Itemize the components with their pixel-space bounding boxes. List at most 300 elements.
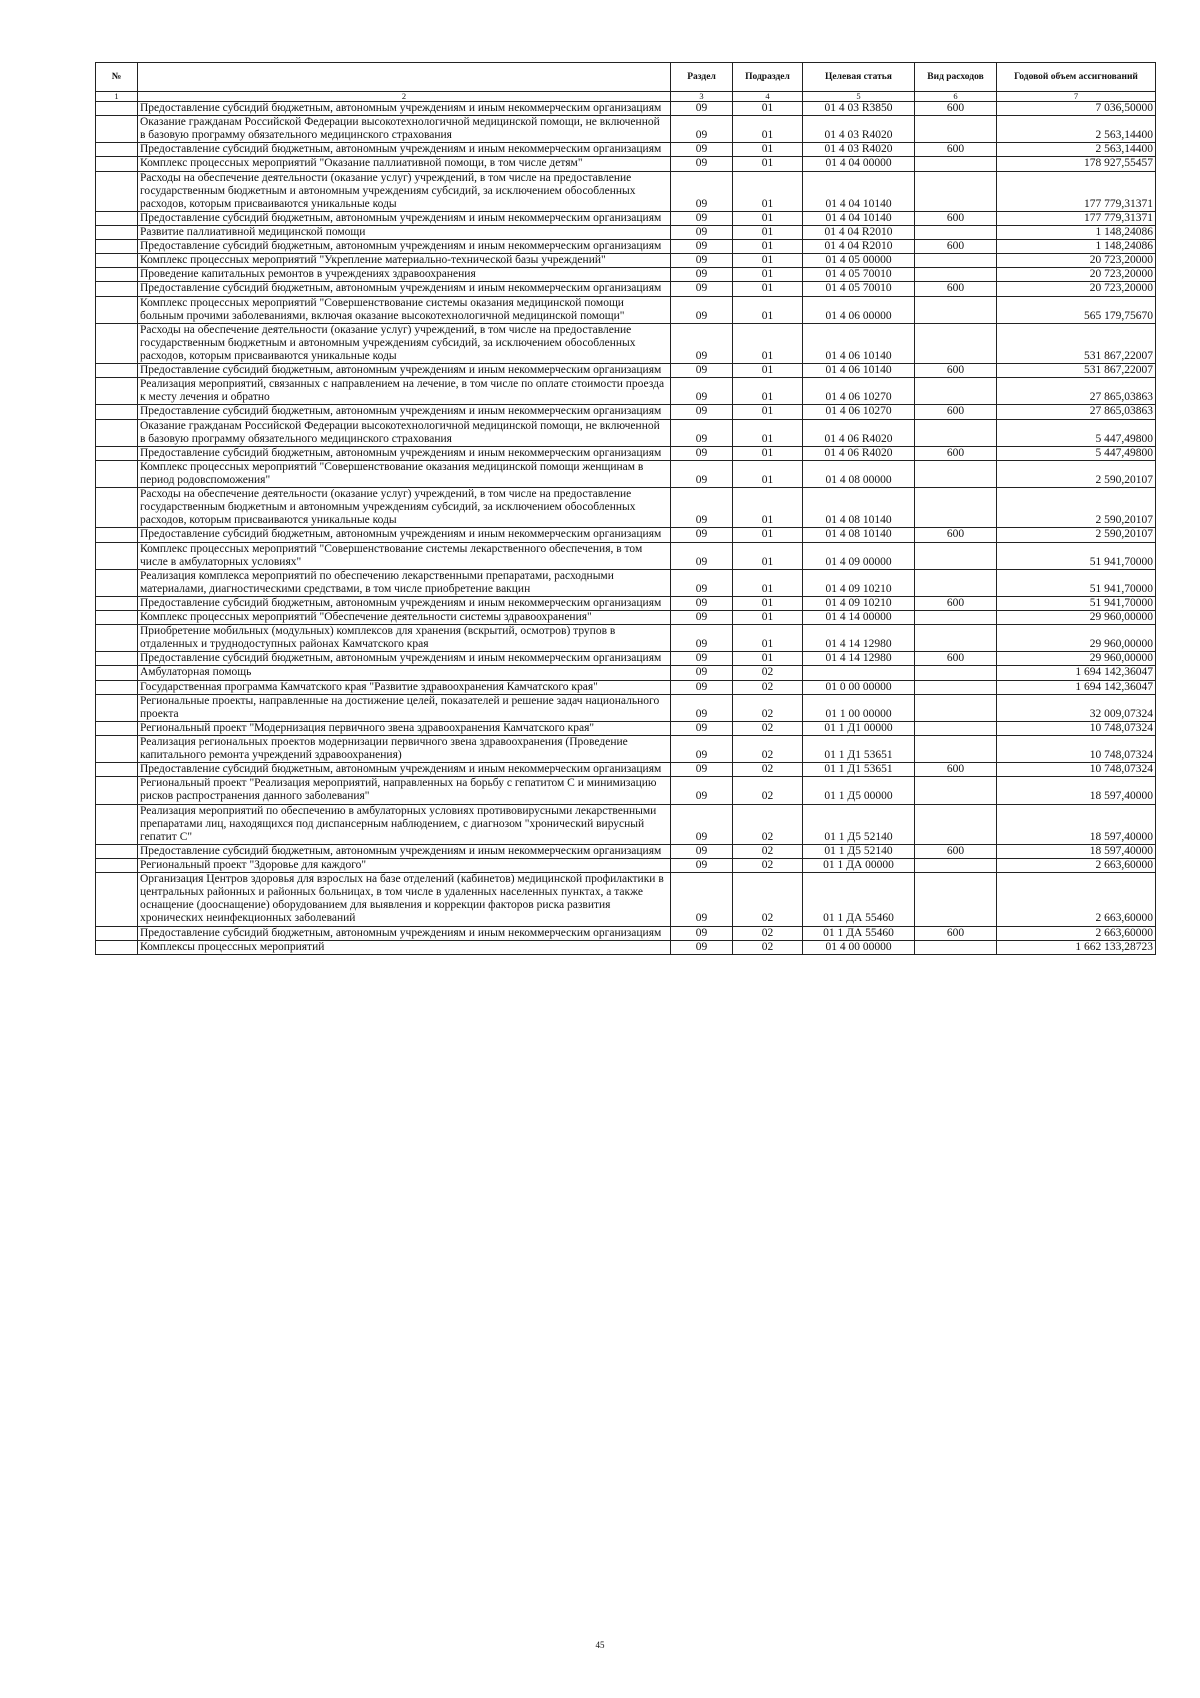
table-row <box>96 763 1156 777</box>
row-target-article: 01 4 08 00000 <box>803 460 915 487</box>
row-razdel: 09 <box>671 157 733 171</box>
row-number <box>96 323 138 363</box>
budget-allocation-table <box>95 62 1156 955</box>
row-target-article: 01 1 Д1 53651 <box>803 763 915 777</box>
row-podrazdel: 02 <box>733 721 803 735</box>
header-annual-amount: Годовой объем ассигнований <box>997 63 1156 92</box>
row-name: Региональный проект "Модернизация первичного звена здравоохранения Камчатского края" <box>138 721 671 735</box>
row-razdel: 09 <box>671 211 733 225</box>
row-expense-type <box>915 254 997 268</box>
column-number: 4 <box>733 92 803 102</box>
header-number: № <box>96 63 138 92</box>
row-name: Государственная программа Камчатского края "Развитие здравоохранения Камчатского края" <box>138 680 671 694</box>
row-podrazdel: 01 <box>733 240 803 254</box>
row-target-article: 01 4 04 10140 <box>803 171 915 211</box>
row-number <box>96 211 138 225</box>
row-podrazdel: 01 <box>733 364 803 378</box>
row-amount: 1 694 142,36047 <box>997 680 1156 694</box>
row-number <box>96 926 138 940</box>
row-razdel: 09 <box>671 873 733 926</box>
row-name: Предоставление субсидий бюджетным, автономным учреждениям и иным некоммерческим организациям <box>138 528 671 542</box>
row-podrazdel: 01 <box>733 460 803 487</box>
table-row <box>96 446 1156 460</box>
row-expense-type <box>915 625 997 652</box>
row-target-article: 01 1 Д5 00000 <box>803 777 915 804</box>
row-name: Комплексы процессных мероприятий <box>138 940 671 954</box>
row-name: Реализация мероприятий, связанных с направлением на лечение, в том числе по оплате стоимости проезда к месту лечения и обратно <box>138 378 671 405</box>
row-number <box>96 763 138 777</box>
row-target-article: 01 4 06 10270 <box>803 405 915 419</box>
row-number <box>96 694 138 721</box>
row-expense-type: 600 <box>915 763 997 777</box>
row-razdel: 09 <box>671 569 733 596</box>
row-target-article: 01 4 05 70010 <box>803 282 915 296</box>
row-amount: 2 663,60000 <box>997 926 1156 940</box>
row-expense-type <box>915 171 997 211</box>
row-name: Предоставление субсидий бюджетным, автономным учреждениям и иным некоммерческим организациям <box>138 143 671 157</box>
row-number <box>96 405 138 419</box>
table-row <box>96 171 1156 211</box>
column-number: 7 <box>997 92 1156 102</box>
row-amount: 10 748,07324 <box>997 736 1156 763</box>
row-razdel: 09 <box>671 460 733 487</box>
row-number <box>96 542 138 569</box>
row-expense-type: 600 <box>915 446 997 460</box>
row-podrazdel: 01 <box>733 296 803 323</box>
row-number <box>96 282 138 296</box>
table-row <box>96 680 1156 694</box>
row-target-article: 01 4 09 00000 <box>803 542 915 569</box>
row-number <box>96 873 138 926</box>
column-number-row <box>96 92 1156 102</box>
row-number <box>96 596 138 610</box>
header-expense-type: Вид расходов <box>915 63 997 92</box>
table-row <box>96 488 1156 528</box>
row-name: Комплекс процессных мероприятий "Совершенствование оказания медицинской помощи женщинам в период родовспоможения" <box>138 460 671 487</box>
row-razdel: 09 <box>671 721 733 735</box>
table-row <box>96 405 1156 419</box>
row-amount: 177 779,31371 <box>997 211 1156 225</box>
row-podrazdel: 01 <box>733 446 803 460</box>
row-razdel: 09 <box>671 680 733 694</box>
row-podrazdel: 02 <box>733 940 803 954</box>
table-row <box>96 419 1156 446</box>
row-expense-type <box>915 680 997 694</box>
table-row <box>96 625 1156 652</box>
row-podrazdel: 02 <box>733 859 803 873</box>
row-target-article: 01 4 03 R4020 <box>803 116 915 143</box>
row-name: Предоставление субсидий бюджетным, автономным учреждениям и иным некоммерческим организациям <box>138 102 671 116</box>
table-body <box>96 102 1156 955</box>
row-podrazdel: 02 <box>733 844 803 858</box>
row-name: Региональный проект "Реализация мероприятий, направленных на борьбу с гепатитом С и минимизацию рисков распространения данного заболевания" <box>138 777 671 804</box>
row-razdel: 09 <box>671 419 733 446</box>
row-number <box>96 268 138 282</box>
row-target-article: 01 4 00 00000 <box>803 940 915 954</box>
row-number <box>96 488 138 528</box>
row-number <box>96 460 138 487</box>
row-amount: 565 179,75670 <box>997 296 1156 323</box>
row-number <box>96 680 138 694</box>
row-podrazdel: 02 <box>733 777 803 804</box>
row-number <box>96 102 138 116</box>
row-amount: 531 867,22007 <box>997 364 1156 378</box>
row-number <box>96 528 138 542</box>
row-name: Комплекс процессных мероприятий "Укрепление материально-технической базы учреждений" <box>138 254 671 268</box>
row-target-article: 01 1 Д1 00000 <box>803 721 915 735</box>
row-razdel: 09 <box>671 611 733 625</box>
row-podrazdel: 01 <box>733 171 803 211</box>
table-row <box>96 254 1156 268</box>
row-razdel: 09 <box>671 804 733 844</box>
row-expense-type <box>915 721 997 735</box>
row-razdel: 09 <box>671 405 733 419</box>
row-number <box>96 611 138 625</box>
row-name: Предоставление субсидий бюджетным, автономным учреждениям и иным некоммерческим организациям <box>138 282 671 296</box>
row-name: Амбулаторная помощь <box>138 666 671 680</box>
row-amount: 51 941,70000 <box>997 542 1156 569</box>
row-number <box>96 721 138 735</box>
row-expense-type: 600 <box>915 652 997 666</box>
row-target-article: 01 4 06 10140 <box>803 364 915 378</box>
row-name: Расходы на обеспечение деятельности (оказание услуг) учреждений, в том числе на предоставление государственным бюджетным и автономным учреждениям субсидий, за исключением обособленных расходов, которым присваиваются уникальные коды <box>138 323 671 363</box>
row-name: Региональный проект "Здоровье для каждого" <box>138 859 671 873</box>
row-target-article: 01 1 00 00000 <box>803 694 915 721</box>
row-expense-type: 600 <box>915 926 997 940</box>
row-razdel: 09 <box>671 323 733 363</box>
column-number: 6 <box>915 92 997 102</box>
row-number <box>96 364 138 378</box>
row-name: Предоставление субсидий бюджетным, автономным учреждениям и иным некоммерческим организациям <box>138 364 671 378</box>
row-amount: 32 009,07324 <box>997 694 1156 721</box>
row-razdel: 09 <box>671 488 733 528</box>
budget-table-page <box>95 62 1155 955</box>
row-expense-type: 600 <box>915 102 997 116</box>
table-row <box>96 652 1156 666</box>
row-amount: 531 867,22007 <box>997 323 1156 363</box>
row-razdel: 09 <box>671 225 733 239</box>
row-number <box>96 666 138 680</box>
row-razdel: 09 <box>671 926 733 940</box>
row-expense-type <box>915 873 997 926</box>
row-podrazdel: 02 <box>733 736 803 763</box>
table-row <box>96 323 1156 363</box>
row-expense-type: 600 <box>915 364 997 378</box>
row-number <box>96 804 138 844</box>
row-name: Предоставление субсидий бюджетным, автономным учреждениям и иным некоммерческим организациям <box>138 763 671 777</box>
row-target-article: 01 4 14 00000 <box>803 611 915 625</box>
row-amount: 20 723,20000 <box>997 268 1156 282</box>
row-expense-type <box>915 296 997 323</box>
row-name: Предоставление субсидий бюджетным, автономным учреждениям и иным некоммерческим организациям <box>138 596 671 610</box>
table-row <box>96 211 1156 225</box>
row-podrazdel: 01 <box>733 268 803 282</box>
row-podrazdel: 02 <box>733 926 803 940</box>
row-amount: 1 148,24086 <box>997 240 1156 254</box>
row-target-article: 01 4 04 R2010 <box>803 240 915 254</box>
header-razdel: Раздел <box>671 63 733 92</box>
row-podrazdel: 01 <box>733 611 803 625</box>
table-row <box>96 859 1156 873</box>
row-razdel: 09 <box>671 596 733 610</box>
row-name: Расходы на обеспечение деятельности (оказание услуг) учреждений, в том числе на предоставление государственным бюджетным и автономным учреждениям субсидий, за исключением обособленных расходов, которым присваиваются уникальные коды <box>138 171 671 211</box>
row-expense-type: 600 <box>915 143 997 157</box>
row-razdel: 09 <box>671 268 733 282</box>
row-target-article <box>803 666 915 680</box>
row-number <box>96 157 138 171</box>
table-row <box>96 666 1156 680</box>
row-podrazdel: 01 <box>733 378 803 405</box>
row-number <box>96 116 138 143</box>
row-razdel: 09 <box>671 652 733 666</box>
row-target-article: 01 4 14 12980 <box>803 652 915 666</box>
row-name: Комплекс процессных мероприятий "Оказание паллиативной помощи, в том числе детям" <box>138 157 671 171</box>
table-row <box>96 296 1156 323</box>
row-podrazdel: 01 <box>733 405 803 419</box>
row-name: Оказание гражданам Российской Федерации высокотехнологичной медицинской помощи, не включенной в базовую программу обязательного медицинского страхования <box>138 419 671 446</box>
row-podrazdel: 01 <box>733 254 803 268</box>
row-razdel: 09 <box>671 736 733 763</box>
table-row <box>96 777 1156 804</box>
row-expense-type <box>915 157 997 171</box>
row-razdel: 09 <box>671 116 733 143</box>
row-expense-type: 600 <box>915 282 997 296</box>
row-razdel: 09 <box>671 254 733 268</box>
row-razdel: 09 <box>671 296 733 323</box>
row-target-article: 01 4 06 00000 <box>803 296 915 323</box>
row-name: Реализация мероприятий по обеспечению в амбулаторных условиях противовирусными лекарственными препаратами лиц, находящихся под диспансерным наблюдением, с диагнозом "хронический вирусный гепатит С" <box>138 804 671 844</box>
row-podrazdel: 02 <box>733 694 803 721</box>
row-amount: 18 597,40000 <box>997 777 1156 804</box>
table-row <box>96 157 1156 171</box>
row-amount: 51 941,70000 <box>997 596 1156 610</box>
row-name: Развитие паллиативной медицинской помощи <box>138 225 671 239</box>
row-amount: 5 447,49800 <box>997 446 1156 460</box>
table-row <box>96 460 1156 487</box>
row-expense-type: 600 <box>915 528 997 542</box>
row-name: Расходы на обеспечение деятельности (оказание услуг) учреждений, в том числе на предоставление государственным бюджетным и автономным учреждениям субсидий, за исключением обособленных расходов, которым присваиваются уникальные коды <box>138 488 671 528</box>
row-razdel: 09 <box>671 102 733 116</box>
row-amount: 27 865,03863 <box>997 405 1156 419</box>
row-number <box>96 225 138 239</box>
row-target-article: 01 1 Д5 52140 <box>803 844 915 858</box>
row-podrazdel: 01 <box>733 542 803 569</box>
table-row <box>96 282 1156 296</box>
row-amount: 2 590,20107 <box>997 488 1156 528</box>
row-target-article: 01 4 06 10140 <box>803 323 915 363</box>
row-amount: 2 663,60000 <box>997 873 1156 926</box>
row-podrazdel: 01 <box>733 419 803 446</box>
table-row <box>96 926 1156 940</box>
row-target-article: 01 1 ДА 55460 <box>803 873 915 926</box>
row-expense-type <box>915 611 997 625</box>
row-target-article: 01 1 ДА 55460 <box>803 926 915 940</box>
row-podrazdel: 01 <box>733 488 803 528</box>
row-number <box>96 296 138 323</box>
table-row <box>96 378 1156 405</box>
row-amount: 29 960,00000 <box>997 652 1156 666</box>
row-target-article: 01 4 05 70010 <box>803 268 915 282</box>
row-number <box>96 569 138 596</box>
row-razdel: 09 <box>671 528 733 542</box>
row-number <box>96 254 138 268</box>
row-target-article: 01 0 00 00000 <box>803 680 915 694</box>
row-podrazdel: 01 <box>733 225 803 239</box>
row-razdel: 09 <box>671 282 733 296</box>
header-podrazdel: Подраздел <box>733 63 803 92</box>
table-row <box>96 611 1156 625</box>
row-expense-type <box>915 116 997 143</box>
row-amount: 177 779,31371 <box>997 171 1156 211</box>
table-row <box>96 240 1156 254</box>
row-number <box>96 940 138 954</box>
row-name: Организация Центров здоровья для взрослых на базе отделений (кабинетов) медицинской профилактики в центральных районных и районных больницах, в том числе в удаленных населенных пунктах, а также оснащение (дооснащение) оборудованием для выявления и коррекции факторов риска развития хронических неинфекционных заболеваний <box>138 873 671 926</box>
row-amount: 2 590,20107 <box>997 528 1156 542</box>
row-amount: 29 960,00000 <box>997 611 1156 625</box>
row-expense-type <box>915 460 997 487</box>
row-target-article: 01 1 Д5 52140 <box>803 804 915 844</box>
table-row <box>96 268 1156 282</box>
row-amount: 2 563,14400 <box>997 143 1156 157</box>
row-target-article: 01 4 06 R4020 <box>803 446 915 460</box>
row-target-article: 01 4 06 10270 <box>803 378 915 405</box>
row-target-article: 01 4 04 10140 <box>803 211 915 225</box>
table-row <box>96 736 1156 763</box>
row-podrazdel: 01 <box>733 211 803 225</box>
row-name: Предоставление субсидий бюджетным, автономным учреждениям и иным некоммерческим организациям <box>138 446 671 460</box>
row-target-article: 01 4 06 R4020 <box>803 419 915 446</box>
row-name: Предоставление субсидий бюджетным, автономным учреждениям и иным некоммерческим организациям <box>138 652 671 666</box>
row-name: Комплекс процессных мероприятий "Совершенствование системы лекарственного обеспечения, в том числе в амбулаторных условиях" <box>138 542 671 569</box>
row-name: Предоставление субсидий бюджетным, автономным учреждениям и иным некоммерческим организациям <box>138 844 671 858</box>
row-number <box>96 419 138 446</box>
row-expense-type <box>915 378 997 405</box>
row-podrazdel: 02 <box>733 680 803 694</box>
row-expense-type <box>915 488 997 528</box>
row-name: Комплекс процессных мероприятий "Совершенствование системы оказания медицинской помощи больным прочими заболеваниями, включая оказание высокотехнологичной медицинской помощи" <box>138 296 671 323</box>
table-row <box>96 804 1156 844</box>
row-expense-type <box>915 225 997 239</box>
row-expense-type <box>915 940 997 954</box>
row-target-article: 01 1 Д1 53651 <box>803 736 915 763</box>
row-amount: 2 663,60000 <box>997 859 1156 873</box>
table-header-row <box>96 63 1156 92</box>
row-target-article: 01 4 04 00000 <box>803 157 915 171</box>
row-expense-type <box>915 859 997 873</box>
row-name: Реализация региональных проектов модернизации первичного звена здравоохранения (Проведение капитального ремонта учреждений здравоохранения) <box>138 736 671 763</box>
row-razdel: 09 <box>671 666 733 680</box>
row-podrazdel: 01 <box>733 596 803 610</box>
row-podrazdel: 01 <box>733 625 803 652</box>
row-number <box>96 844 138 858</box>
row-podrazdel: 01 <box>733 157 803 171</box>
row-target-article: 01 4 08 10140 <box>803 488 915 528</box>
row-razdel: 09 <box>671 143 733 157</box>
row-target-article: 01 4 14 12980 <box>803 625 915 652</box>
row-expense-type <box>915 666 997 680</box>
table-row <box>96 225 1156 239</box>
row-podrazdel: 01 <box>733 143 803 157</box>
table-row <box>96 596 1156 610</box>
row-expense-type: 600 <box>915 211 997 225</box>
row-target-article: 01 4 04 R2010 <box>803 225 915 239</box>
row-number <box>96 652 138 666</box>
row-podrazdel: 01 <box>733 569 803 596</box>
row-podrazdel: 02 <box>733 873 803 926</box>
row-podrazdel: 01 <box>733 116 803 143</box>
table-row <box>96 364 1156 378</box>
column-number: 3 <box>671 92 733 102</box>
row-amount: 1 694 142,36047 <box>997 666 1156 680</box>
row-podrazdel: 02 <box>733 804 803 844</box>
row-amount: 5 447,49800 <box>997 419 1156 446</box>
row-target-article: 01 4 03 R3850 <box>803 102 915 116</box>
row-number <box>96 859 138 873</box>
row-amount: 20 723,20000 <box>997 254 1156 268</box>
row-number <box>96 736 138 763</box>
row-target-article: 01 4 03 R4020 <box>803 143 915 157</box>
row-number <box>96 777 138 804</box>
row-name: Реализация комплекса мероприятий по обеспечению лекарственными препаратами, расходными материалами, диагностическими средствами, в том числе приобретение вакцин <box>138 569 671 596</box>
table-row <box>96 528 1156 542</box>
header-target-article: Целевая статья <box>803 63 915 92</box>
row-name: Предоставление субсидий бюджетным, автономным учреждениям и иным некоммерческим организациям <box>138 240 671 254</box>
row-amount: 18 597,40000 <box>997 804 1156 844</box>
row-expense-type: 600 <box>915 844 997 858</box>
row-expense-type <box>915 694 997 721</box>
row-amount: 27 865,03863 <box>997 378 1156 405</box>
row-amount: 1 148,24086 <box>997 225 1156 239</box>
header-name <box>138 63 671 92</box>
row-razdel: 09 <box>671 777 733 804</box>
row-name: Региональные проекты, направленные на достижение целей, показателей и решение задач национального проекта <box>138 694 671 721</box>
row-expense-type <box>915 804 997 844</box>
row-amount: 10 748,07324 <box>997 763 1156 777</box>
row-number <box>96 625 138 652</box>
row-podrazdel: 01 <box>733 282 803 296</box>
row-razdel: 09 <box>671 940 733 954</box>
row-amount: 20 723,20000 <box>997 282 1156 296</box>
row-razdel: 09 <box>671 542 733 569</box>
row-amount: 29 960,00000 <box>997 625 1156 652</box>
row-amount: 51 941,70000 <box>997 569 1156 596</box>
row-razdel: 09 <box>671 364 733 378</box>
row-podrazdel: 01 <box>733 102 803 116</box>
table-row <box>96 143 1156 157</box>
row-name: Предоставление субсидий бюджетным, автономным учреждениям и иным некоммерческим организациям <box>138 405 671 419</box>
table-row <box>96 102 1156 116</box>
row-podrazdel: 01 <box>733 652 803 666</box>
row-number <box>96 143 138 157</box>
row-target-article: 01 4 09 10210 <box>803 596 915 610</box>
row-podrazdel: 01 <box>733 323 803 363</box>
row-razdel: 09 <box>671 625 733 652</box>
row-number <box>96 240 138 254</box>
row-razdel: 09 <box>671 378 733 405</box>
row-razdel: 09 <box>671 844 733 858</box>
row-expense-type <box>915 542 997 569</box>
column-number: 5 <box>803 92 915 102</box>
row-target-article: 01 1 ДА 00000 <box>803 859 915 873</box>
row-expense-type: 600 <box>915 596 997 610</box>
row-amount: 178 927,55457 <box>997 157 1156 171</box>
row-number <box>96 171 138 211</box>
row-name: Приобретение мобильных (модульных) комплексов для хранения (вскрытий, осмотров) трупов в отдаленных и труднодоступных районах Камчатского края <box>138 625 671 652</box>
table-row <box>96 116 1156 143</box>
table-row <box>96 694 1156 721</box>
row-target-article: 01 4 08 10140 <box>803 528 915 542</box>
row-expense-type <box>915 419 997 446</box>
